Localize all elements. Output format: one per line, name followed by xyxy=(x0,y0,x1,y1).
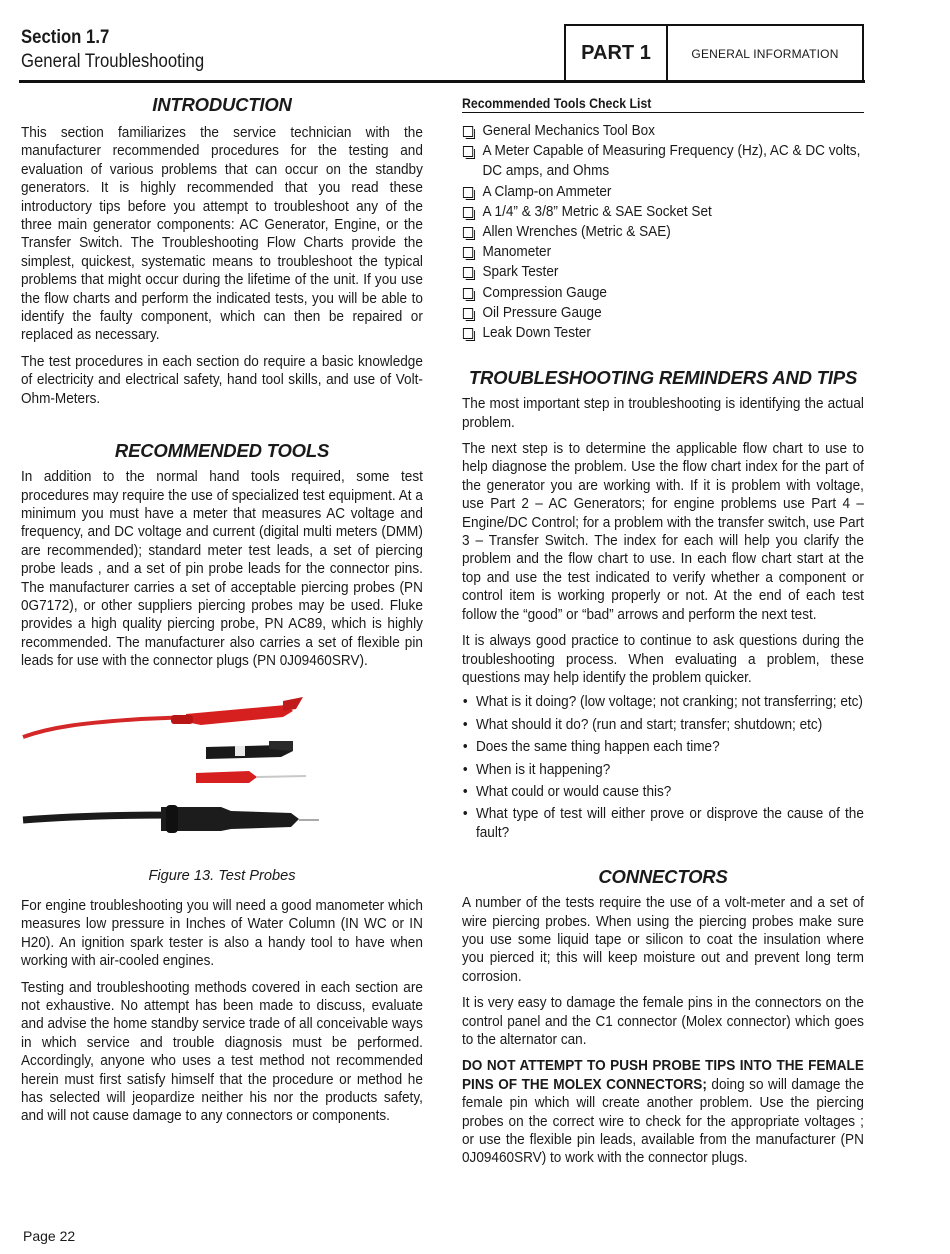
checklist-item: Manometer xyxy=(462,242,864,262)
list-item: • Does the same thing happen each time? xyxy=(462,738,864,756)
list-item: • What is it doing? (low voltage; not cranking; not transferring; etc) xyxy=(462,693,864,711)
test-probes-photo xyxy=(21,689,423,859)
checklist-item: A 1/4” & 3/8” Metric & SAE Socket Set xyxy=(462,202,864,222)
part-box xyxy=(564,24,864,81)
connectors-text: doing so will damage the female pin which will create another problem. Use the piercing probes on the correct wire to check for the appropriate voltages ; or use the flexible pin leads, available from the manufacturer (PN 0J09460SRV) to work with the connector plugs. xyxy=(462,1076,864,1167)
checkbox-icon xyxy=(463,227,473,238)
questions-list xyxy=(462,693,864,842)
checkbox-icon xyxy=(463,267,473,278)
right-column xyxy=(462,94,864,1168)
connectors-paragraph-2: It is very easy to damage the female pins in the connectors on the control panel and the C1 connector (Molex connector) which goes to the alternator can. xyxy=(462,995,864,1049)
part-label: PART 1 xyxy=(566,26,668,81)
intro-paragraph-2: The test procedures in each section do require a basic knowledge of electricity and electrical safety, hand tool skills, and use of Volt-Ohm-Meters. xyxy=(21,353,423,407)
left-column xyxy=(21,94,423,1126)
connectors-paragraph-3 xyxy=(462,1057,864,1167)
page-number: Page 22 xyxy=(23,1228,76,1244)
checklist-item: Leak Down Tester xyxy=(462,323,864,343)
introduction-heading: INTRODUCTION xyxy=(152,94,292,115)
connectors-paragraph-1: A number of the tests require the use of a volt-meter and a set of wire piercing probes. When using the piercing probes make sure you use some liquid tape or silicon to coat the insulation where you pierced it; this will keep moisture out and prevent long term corrosion. xyxy=(462,895,864,985)
section-title: General Troubleshooting xyxy=(21,51,205,72)
part-title: GENERAL INFORMATION xyxy=(691,46,839,61)
page-header-left xyxy=(21,26,229,74)
figure-caption: Figure 13. Test Probes xyxy=(148,867,296,884)
checkbox-icon xyxy=(463,308,473,319)
tips-paragraph-3: It is always good practice to continue to ask questions during the troubleshooting process. When evaluating a problem, these questions may help identify the problem quicker. xyxy=(462,633,864,686)
intro-paragraph-1: This section familiarizes the service technician with the manufacturer recommended procedures for the testing and evaluation of various problems that can occur on the standby generators. It is highly recommended that you read these introductory tips before you attempt to troubleshoot any of the three main generator components: AC Generator, Engine, or the Transfer Switch. The Troubleshooting Flow Charts provide the simplest, quickest, systematic means to troubleshoot the typical problems that might occur during the lifetime of the unit. If you use the flow charts and perform the indicated tests, you will be able to identify the faulty component, which can then be repaired or replaced as necessary. xyxy=(21,125,423,344)
manometer-paragraph: For engine troubleshooting you will need a good manometer which measures low pressure in Inches of Water Column (IN WC or IN H20). An ignition spark tester is also a handy tool to have when working with air-cooled engines. xyxy=(21,897,423,970)
checkbox-icon xyxy=(463,288,473,299)
recommended-tools-heading: RECOMMENDED TOOLS xyxy=(114,440,330,462)
checklist-item: A Meter Capable of Measuring Frequency (Hz), AC & DC volts, DC amps, and Ohms xyxy=(462,141,864,181)
list-item: • What could or would cause this? xyxy=(462,783,864,801)
checkbox-icon xyxy=(463,187,473,198)
warning-text: DO NOT ATTEMPT TO PUSH PROBE TIPS INTO THE FEMALE PINS OF THE MOLEX CONNECTORS; xyxy=(462,1058,864,1093)
tips-heading: TROUBLESHOOTING REMINDERS AND TIPS xyxy=(468,367,858,389)
disclaimer-paragraph: Testing and troubleshooting methods covered in each section are not exhaustive. No attempt has been made to discuss, evaluate and advise the home standby service trade of all conceivable ways in which service and trouble diagnosis must be performed. Accordingly, anyone who uses a test method not recommended herein must first satisfy himself that the procedure or method he has selected will jeopardize neither his nor the products safety, and will not cause damage to any connectors or components. xyxy=(21,979,423,1125)
test-probes-figure xyxy=(21,689,423,859)
tools-checklist xyxy=(462,121,864,343)
checkbox-icon xyxy=(463,247,473,258)
tips-paragraph-1: The most important step in troubleshooting is identifying the actual problem. xyxy=(462,396,864,431)
checklist-item: Spark Tester xyxy=(462,262,864,282)
tools-paragraph: In addition to the normal hand tools required, some test procedures may require the use of specialized test equipment. At a minimum you must have a meter that measures AC voltage and frequency, and DC voltage and current (digital multi meters (DMM) are recommended); standard meter test leads, a set of piercing probe leads , and a set of pin probe leads for the connector pins. The manufacturer carries a set of acceptable piercing probes (PN 0G7172), or other suppliers piercing probes may be used. Fluke provides a high quality piercing probe, PN AC89, which is highly recommended. The manufacturer also carries a set of flexible pin leads for use with the connector plugs (PN 0J09460SRV). xyxy=(21,469,423,670)
list-item: • What should it do? (run and start; transfer; shutdown; etc) xyxy=(462,716,864,734)
list-item: • What type of test will either prove or disprove the cause of the fault? xyxy=(462,805,864,842)
checklist-item: Oil Pressure Gauge xyxy=(462,303,864,323)
header-rule xyxy=(19,80,865,83)
checklist-item: General Mechanics Tool Box xyxy=(462,121,864,141)
checklist-item: Allen Wrenches (Metric & SAE) xyxy=(462,222,864,242)
checkbox-icon xyxy=(463,328,473,339)
checklist-item: A Clamp-on Ammeter xyxy=(462,182,864,202)
checklist-title: Recommended Tools Check List xyxy=(462,94,864,113)
checkbox-icon xyxy=(463,126,473,137)
tips-paragraph-2: The next step is to determine the applicable flow chart to use to help diagnose the problem. Use the flow chart index for the part of the generator you are working with. If it is problem with voltage, use Part 2 – AC Generators; for engine problems use Part 4 – Engine/DC Control; for a problem with the transfer switch, use Part 3 – Transfer Switch. The index for each will help you clarify the problem and the flow chart to use. In each flow chart start at the top and use the test indicated to verify whether a component or control item is working properly or not. At the end of each test follow the “good” or “bad” arrows and perform the next test. xyxy=(462,441,864,623)
section-number: Section 1.7 xyxy=(21,27,110,48)
connectors-heading: CONNECTORS xyxy=(598,866,728,888)
checkbox-icon xyxy=(463,146,473,157)
list-item: • When is it happening? xyxy=(462,761,864,779)
checklist-item: Compression Gauge xyxy=(462,283,864,303)
checkbox-icon xyxy=(463,207,473,218)
